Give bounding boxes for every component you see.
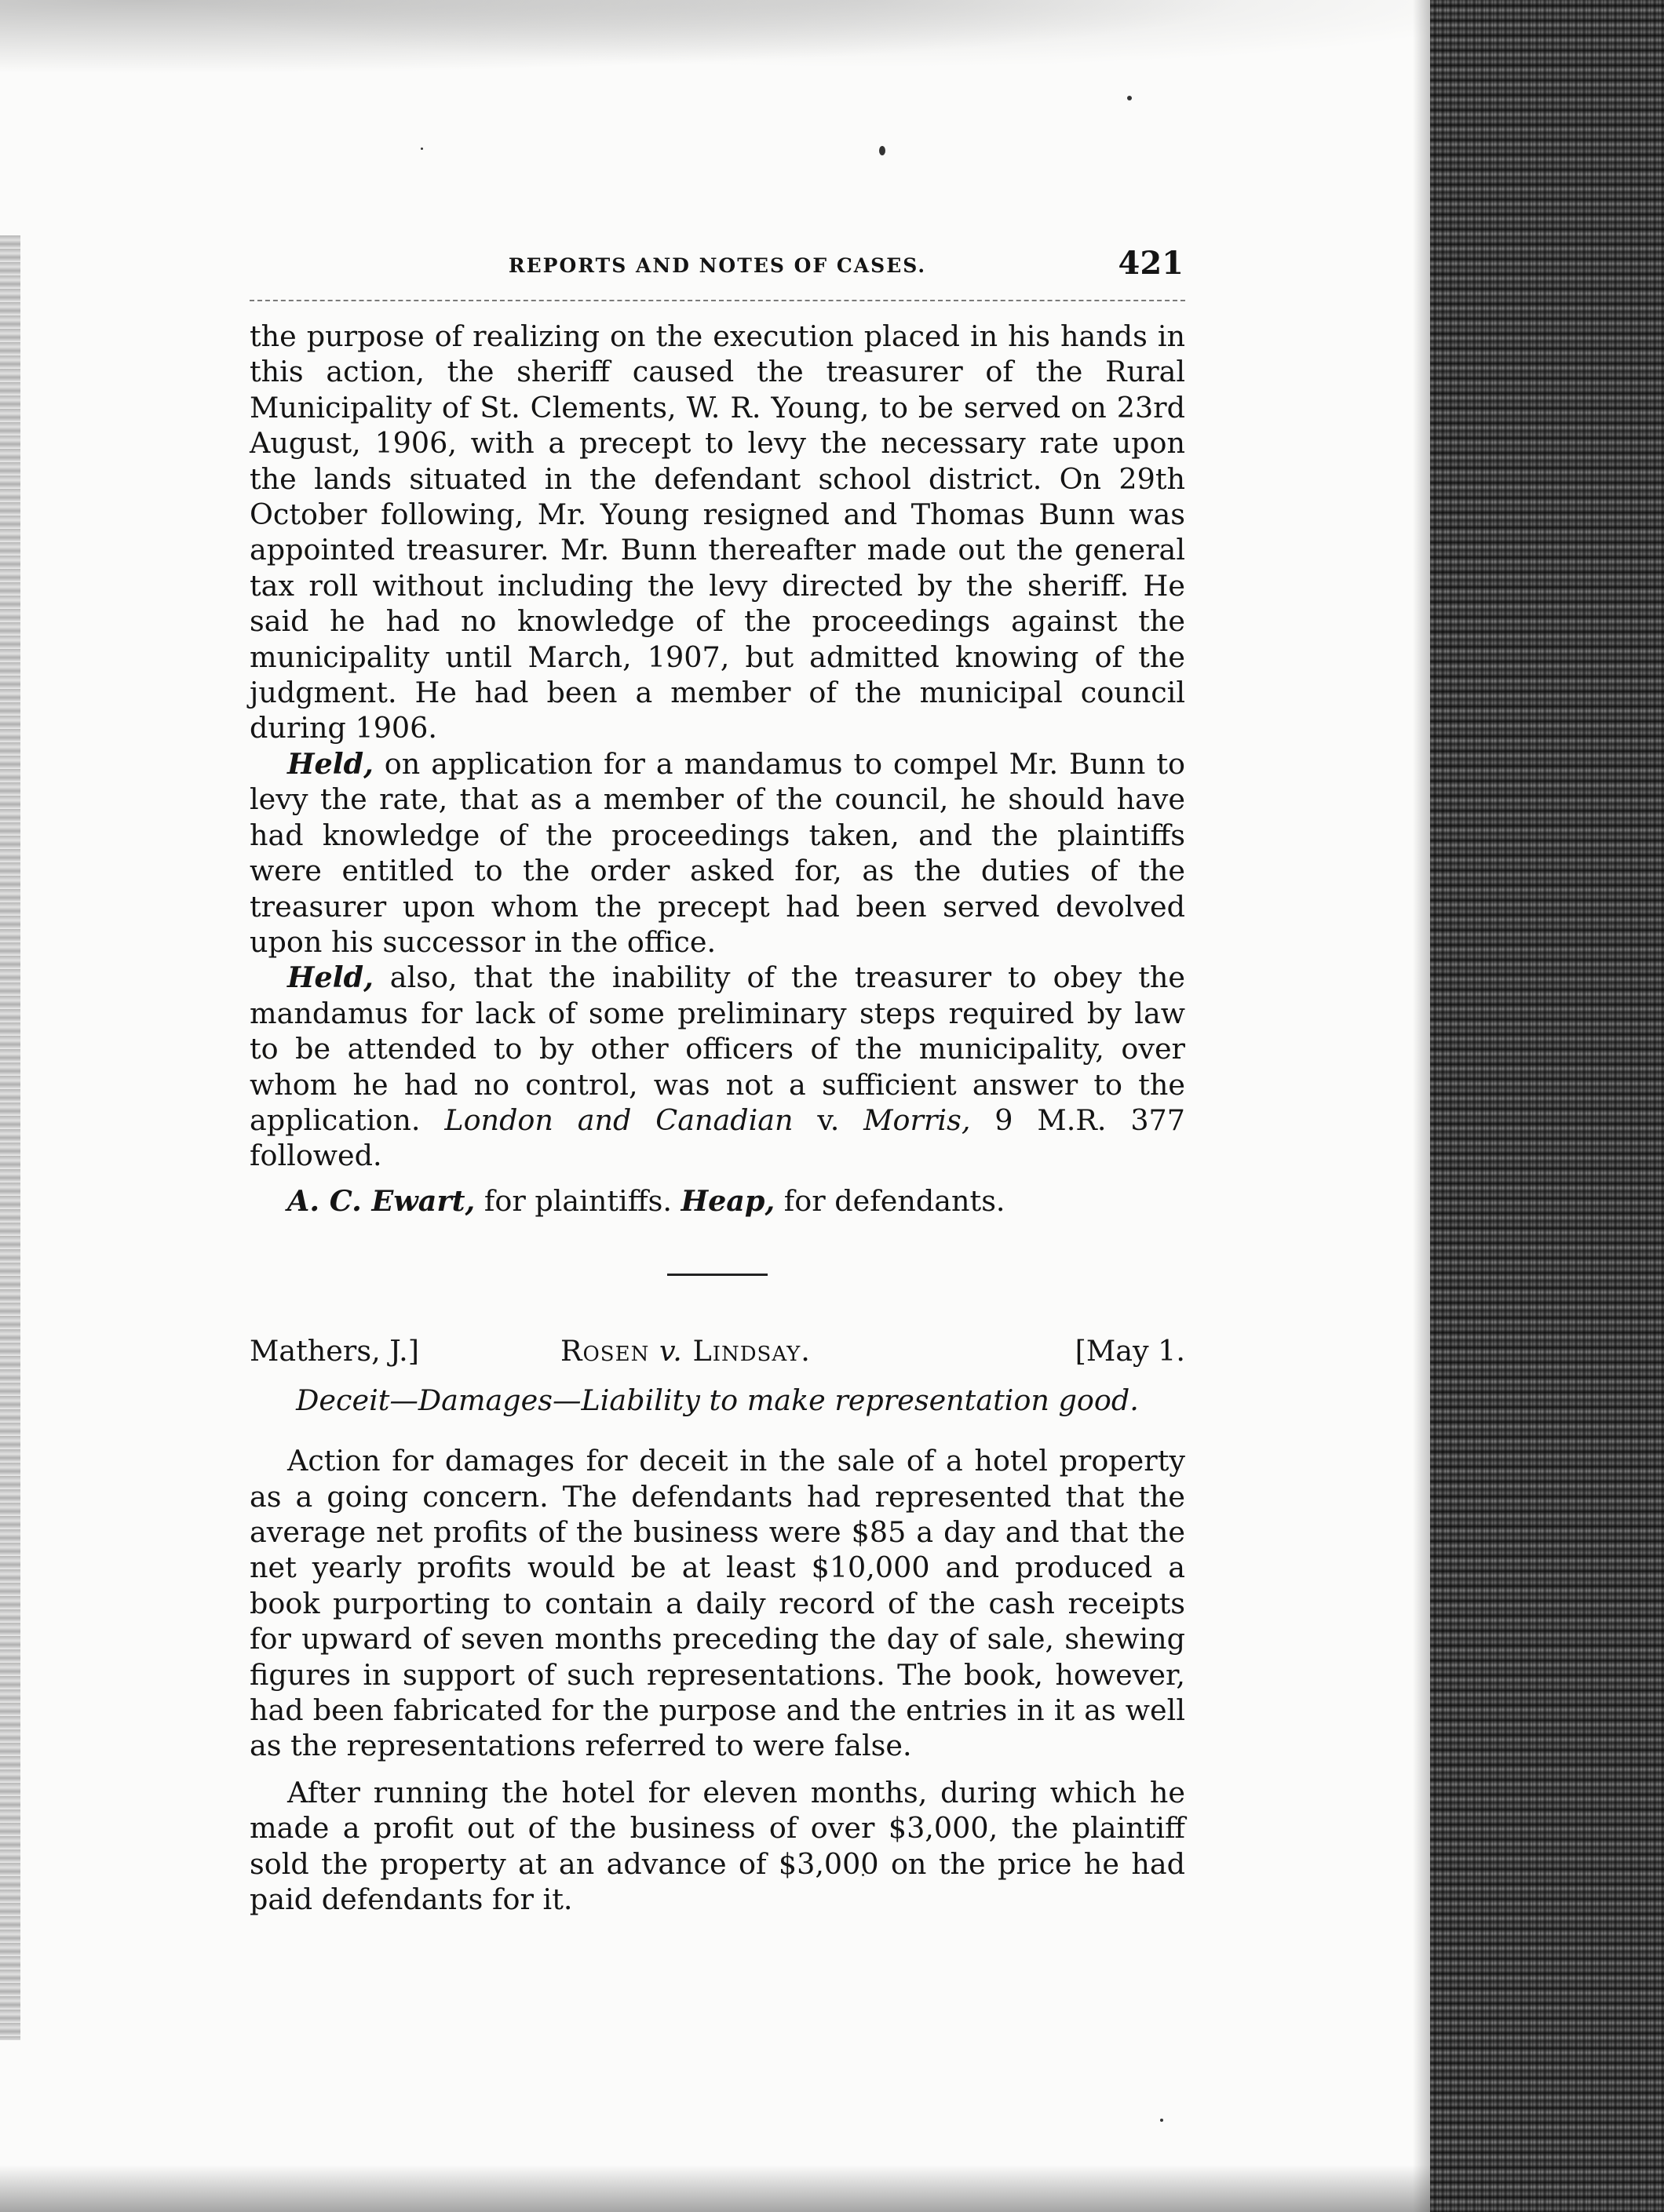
citation-reference: 9 M.R. 377 followed. — [250, 1102, 1185, 1173]
held-text: on application for a mandamus to compel Mr. Bunn to levy the rate, that as a member of the council, he should have had knowledge of the proceedings taken, and the plaintiffs were entitled to the order asked for, as the duties of the treasurer upon whom the precept had been served devolved upon his successor in the office. — [250, 746, 1185, 959]
case-date: [May 1. — [1075, 1334, 1185, 1368]
paragraph-counsel — [250, 1183, 1185, 1219]
scan-speck — [879, 146, 885, 155]
case-plaintiff: Rosen — [560, 1334, 650, 1368]
running-head-title: REPORTS AND NOTES OF CASES. — [508, 254, 927, 277]
scan-noise-left-edge — [0, 235, 20, 2040]
book-binding — [1430, 0, 1664, 2212]
page-content — [250, 243, 1185, 1917]
case-v: v. — [649, 1334, 693, 1368]
counsel-plaintiffs-role: for plaintiffs. — [475, 1183, 681, 1218]
scan-speck — [1127, 96, 1132, 100]
scan-speck — [1160, 2119, 1163, 2122]
case-heading — [250, 1334, 1185, 1373]
scan-noise-top — [0, 0, 1436, 86]
paragraph-facts-continued: the purpose of realizing on the execution placed in his hands in this action, the sheriff caused the treasurer of the Rural Municipality of St. Clements, W. R. Young, to be served on 23rd August, 1906, with a precept to levy the necessary rate upon the lands situated in the defendant school district. On 29th October following, Mr. Young resigned and Thomas Bunn was appointed treasurer. Mr. Bunn thereafter made out the general tax roll without including the levy directed by the sheriff. He said he had no knowledge of the proceedings against the municipality until March, 1907, but admitted knowing of the judgment. He had been a member of the municipal council during 1906. — [250, 319, 1185, 745]
citation-party-a: London and Canadian — [444, 1102, 794, 1137]
held-label: Held, — [287, 746, 374, 781]
paragraph-held-first — [250, 746, 1185, 960]
case-headnote: Deceit—Damages—Liability to make representation good. — [296, 1383, 1139, 1418]
citation-party-b: Morris, — [863, 1102, 971, 1137]
paragraph-case-facts: Action for damages for deceit in the sale of a hotel property as a going concern. The defendants had represented that the average net profits of the business were $85 a day and that the net yearly profits would be at least $10,000 and produced a book purporting to contain a daily record of the cash receipts for upward of seven months preceding the day of sale, shewing figures in support of such representations. The book, however, had been fabricated for the purpose and the entries in it as well as the representations referred to were false. — [250, 1444, 1185, 1763]
running-head — [250, 243, 1185, 290]
scan-speck — [421, 148, 423, 150]
page-number: 421 — [1118, 245, 1184, 282]
scan-noise-bottom — [0, 2165, 1436, 2212]
paragraph-case-facts-continued: After running the hotel for eleven months, during which he made a profit out of the business of over $3,000, the plaintiff sold the property at an advance of $3,000 on the price he had paid defendants for it. — [250, 1775, 1185, 1917]
held-label: Held, — [287, 960, 374, 995]
section-separator — [667, 1274, 768, 1276]
counsel-defendants-role: for defendants. — [775, 1183, 1005, 1218]
case-parties — [560, 1334, 811, 1368]
paragraph-held-second — [250, 960, 1185, 1173]
held-text: also, that the inability of the treasurer to obey the mandamus for lack of some preliminary steps required by law to be attended to by other officers of the municipality, over whom he had no control, was not a sufficient answer to the application. — [250, 960, 1185, 1137]
case-defendant: Lindsay. — [692, 1334, 811, 1368]
header-rule — [250, 300, 1185, 301]
counsel-plaintiffs-name: A. C. Ewart, — [287, 1183, 476, 1218]
citation-v: v. — [793, 1102, 864, 1137]
case-judge: Mathers, J.] — [250, 1334, 419, 1368]
counsel-defendants-name: Heap, — [681, 1183, 775, 1218]
